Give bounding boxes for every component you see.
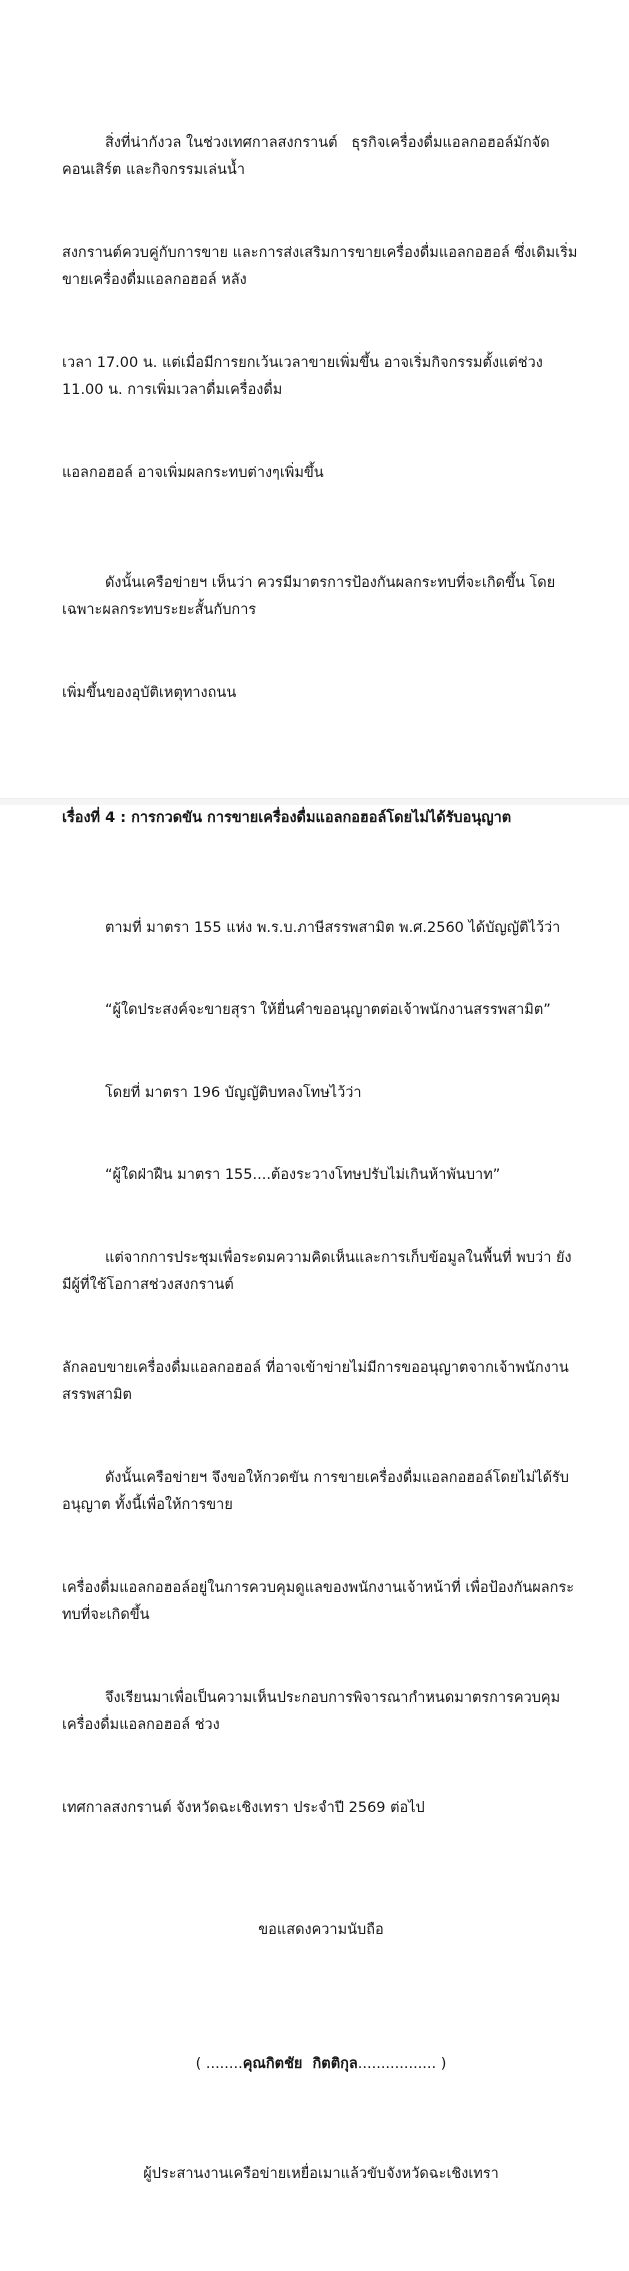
paragraph-line: ตามที่ มาตรา 155 แห่ง พ.ร.บ.ภาษีสรรพสามิต พ.ศ.2560 ได้บัญญัติไว้ว่า [105,919,561,936]
page-bottom-edge [0,798,629,805]
paragraph-line: จึงเรียนมาเพื่อเป็นความเห็นประกอบการพิจารณากำหนดมาตรการควบคุมเครื่องดื่มแอลกอฮอล์ ช่วง [62,1689,561,1733]
paragraph-line: ลักลอบขายเครื่องดื่มแอลกอฮอล์ ที่อาจเข้าข่ายไม่มีการขออนุญาตจากเจ้าพนักงานสรรพสามิต [62,1359,569,1403]
paragraph-line: เวลา 17.00 น. แต่เมื่อมีการยกเว้นเวลาขายเพิ่มขึ้น อาจเริ่มกิจกรรมตั้งแต่ช่วง 11.00 น. การเพิ่มเวลาดื่มเครื่องดื่ม [62,354,548,398]
paragraph-line: โดยที่ มาตรา 196 บัญญัติบทลงโทษไว้ว่า [105,1084,362,1101]
paragraph-line: เทศกาลสงกรานต์ จังหวัดฉะเชิงเทรา ประจำปี 2569 ต่อไป [62,1799,425,1816]
paragraph-line: แอลกอฮอล์ อาจเพิ่มผลกระทบต่างๆเพิ่มขึ้น [62,464,324,481]
signature-line [62,2051,580,2079]
signature-name: คุณกิตชัย กิตติกุล [242,2055,358,2072]
quoted-law-text: “ผู้ใดฝ่าฝืน มาตรา 155....ต้องระวางโทษปรับไม่เกินห้าพันบาท” [105,1167,501,1183]
paragraph-line: ดังนั้นเครือข่ายฯ จึงขอให้กวดขัน การขายเครื่องดื่มแอลกอฮอล์โดยไม่ได้รับอนุญาต ทั้งนี้เพื่อให้การขาย [62,1469,569,1513]
signature-dots-right: ................. ) [357,2055,447,2072]
paragraph-line: สิ่งที่น่ากังวล ในช่วงเทศกาลสงกรานต์ ธุรกิจเครื่องดื่มแอลกอฮอล์มักจัดคอนเสิร์ต และกิจกรรมเล่นน้ำ [62,134,550,178]
section-heading: เรื่องที่ 4 : การกวดขัน การขายเครื่องดื่มแอลกอฮอล์โดยไม่ได้รับอนุญาต [62,809,512,826]
signer-title: ผู้ประสานงานเครือข่ายเหยื่อเมาแล้วขับจังหวัดฉะเชิงเทรา [143,2165,499,2182]
paragraph-line: เครื่องดื่มแอลกอฮอล์อยู่ในการควบคุมดูแลของพนักงานเจ้าหน้าที่ เพื่อป้องกันผลกระทบที่จะเกิดขึ้น [62,1579,575,1623]
quoted-law-text: “ผู้ใดประสงค์จะขายสุรา ให้ยื่นคำขออนุญาตต่อเจ้าพนักงานสรรพสามิต” [105,1002,551,1018]
paragraph-line: สงกรานต์ควบคู่กับการขาย และการส่งเสริมการขายเครื่องดื่มแอลกอฮอล์ ซึ่งเดิมเริ่มขายเครื่องดื่มแอลกอฮอล์ หลัง [62,244,578,288]
signature-dots-left: ( ........ [195,2055,243,2072]
paragraph-line: เพิ่มขึ้นของอุบัติเหตุทางถนน [62,684,237,701]
closing-salutation: ขอแสดงความนับถือ [258,1921,384,1938]
paragraph-line: แต่จากการประชุมเพื่อระดมความคิดเห็นและการเก็บข้อมูลในพื้นที่ พบว่า ยังมีผู้ที่ใช้โอกาสช่วงสงกรานต์ [62,1249,572,1293]
document-body [62,47,580,2271]
paragraph-line: ดังนั้นเครือข่ายฯ เห็นว่า ควรมีมาตรการป้องกันผลกระทบที่จะเกิดขึ้น โดยเฉพาะผลกระทบระยะสั้นกับการ [62,574,556,618]
